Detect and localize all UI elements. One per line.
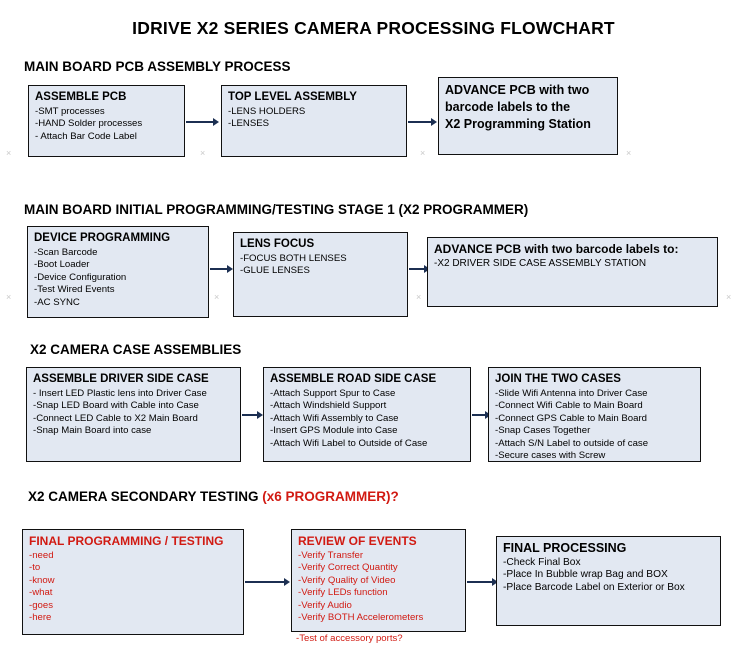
section-heading-3-text: X2 CAMERA CASE ASSEMBLIES — [30, 342, 242, 357]
box-line: -Snap Main Board into case — [33, 425, 152, 437]
box-line: -Slide Wifi Antenna into Driver Case — [495, 388, 648, 399]
box-line: -Snap Cases Together — [495, 425, 591, 437]
box-line: -Test Wired Events — [34, 284, 115, 296]
box-line: barcode labels to the — [445, 100, 571, 114]
section-heading-1 — [24, 59, 291, 74]
box-title: ADVANCE PCB with two — [445, 83, 590, 97]
box-title: JOIN THE TWO CASES — [495, 373, 621, 385]
box-lens-focus — [233, 232, 408, 317]
box-line: -what — [29, 587, 53, 599]
box-line: -Verify Correct Quantity — [298, 562, 398, 574]
guide-mark: × — [626, 148, 632, 158]
section-heading-2 — [24, 202, 528, 217]
box-line: -Verify Audio — [298, 599, 352, 611]
box-assemble-driver-side-case — [26, 367, 241, 462]
box-line: -Verify BOTH Accelerometers — [298, 612, 424, 624]
box-line: -goes — [29, 599, 53, 611]
box-line: -Scan Barcode — [34, 247, 98, 258]
guide-mark: × — [214, 292, 220, 302]
box-line: -to — [29, 562, 41, 574]
box-title: FINAL PROCESSING — [503, 541, 627, 555]
box-line: - Attach Bar Code Label — [35, 130, 137, 142]
box-line: -here — [29, 612, 52, 624]
box-line: -Device Configuration — [34, 271, 127, 283]
box-line: -X2 DRIVER SIDE CASE ASSEMBLY STATION — [434, 258, 647, 269]
box-line: -LENS HOLDERS — [228, 106, 306, 117]
section-heading-4-text: X2 CAMERA SECONDARY TESTING — [28, 489, 263, 504]
box-line: -Check Final Box — [503, 557, 581, 568]
guide-mark: × — [420, 148, 426, 158]
box-line: -know — [29, 574, 55, 586]
box-line: -Snap LED Board with Cable into Case — [33, 400, 199, 412]
box-final-processing — [496, 536, 721, 626]
box-line: -Place In Bubble wrap Bag and BOX — [503, 569, 668, 581]
box-title: ASSEMBLE DRIVER SIDE CASE — [33, 373, 209, 385]
box-line: X2 Programming Station — [445, 117, 591, 131]
guide-mark: × — [416, 292, 422, 302]
box-line: -AC SYNC — [34, 296, 80, 308]
box-line: -Boot Loader — [34, 259, 90, 271]
box-title: TOP LEVEL ASSEMBLY — [228, 91, 357, 103]
box-title: ASSEMBLE PCB — [35, 91, 127, 103]
box-assemble-road-side-case — [263, 367, 471, 462]
box-line: -Insert GPS Module into Case — [270, 425, 398, 437]
box-line: -Place Barcode Label on Exterior or Box — [503, 581, 685, 593]
box-review-of-events — [291, 529, 466, 632]
box-line: -Attach Windshield Support — [270, 400, 387, 412]
box-line: -Attach Support Spur to Case — [270, 388, 396, 399]
guide-mark: × — [200, 148, 206, 158]
section-heading-4-accent: (x6 PROGRAMMER)? — [262, 489, 399, 504]
box-line: -Attach S/N Label to outside of case — [495, 437, 649, 449]
box-final-programming-testing — [22, 529, 244, 635]
box-line: -Verify LEDs function — [298, 587, 388, 599]
box-title: LENS FOCUS — [240, 238, 315, 250]
box-join-the-two-cases — [488, 367, 701, 462]
box-line: -FOCUS BOTH LENSES — [240, 253, 347, 264]
box-title: ADVANCE PCB with two barcode labels to: — [434, 242, 679, 256]
box-line: -GLUE LENSES — [240, 265, 310, 277]
box-line: -Attach Wifi Label to Outside of Case — [270, 437, 428, 449]
section-heading-3 — [30, 342, 241, 357]
box-title: FINAL PROGRAMMING / TESTING — [29, 534, 224, 548]
box-line: -Verify Transfer — [298, 550, 364, 561]
box-advance-pcb-2 — [427, 237, 718, 307]
section-heading-1-text: MAIN BOARD PCB ASSEMBLY PROCESS — [24, 59, 291, 74]
box-line: -need — [29, 550, 54, 561]
box-line: - Insert LED Plastic lens into Driver Case — [33, 388, 207, 399]
box-line: -Verify Quality of Video — [298, 574, 396, 586]
box-title: ASSEMBLE ROAD SIDE CASE — [270, 373, 437, 385]
box-assemble-pcb — [28, 85, 185, 157]
box-top-level-assembly — [221, 85, 407, 157]
guide-mark: × — [726, 292, 732, 302]
box-line-overflow: -Test of accessory ports? — [296, 633, 403, 644]
guide-mark: × — [6, 292, 12, 302]
box-device-programming — [27, 226, 209, 318]
box-line: -HAND Solder processes — [35, 118, 143, 130]
box-title: REVIEW OF EVENTS — [298, 534, 417, 548]
box-line: -SMT processes — [35, 106, 105, 117]
box-advance-pcb-1 — [438, 77, 618, 155]
guide-mark: × — [6, 148, 12, 158]
box-line: -Secure cases with Screw — [495, 450, 606, 462]
page-title: IDRIVE X2 SERIES CAMERA PROCESSING FLOWCHART — [132, 18, 615, 38]
box-line: -Connect Wifi Cable to Main Board — [495, 400, 643, 412]
box-title: DEVICE PROGRAMMING — [34, 232, 171, 244]
section-heading-2-text: MAIN BOARD INITIAL PROGRAMMING/TESTING STAGE 1 (X2 PROGRAMMER) — [24, 202, 529, 217]
box-line: -Connect LED Cable to X2 Main Board — [33, 412, 198, 424]
box-line: -Attach Wifi Assembly to Case — [270, 412, 399, 424]
box-line: -LENSES — [228, 118, 270, 130]
box-line: -Connect GPS Cable to Main Board — [495, 412, 647, 424]
section-heading-4 — [28, 489, 399, 504]
